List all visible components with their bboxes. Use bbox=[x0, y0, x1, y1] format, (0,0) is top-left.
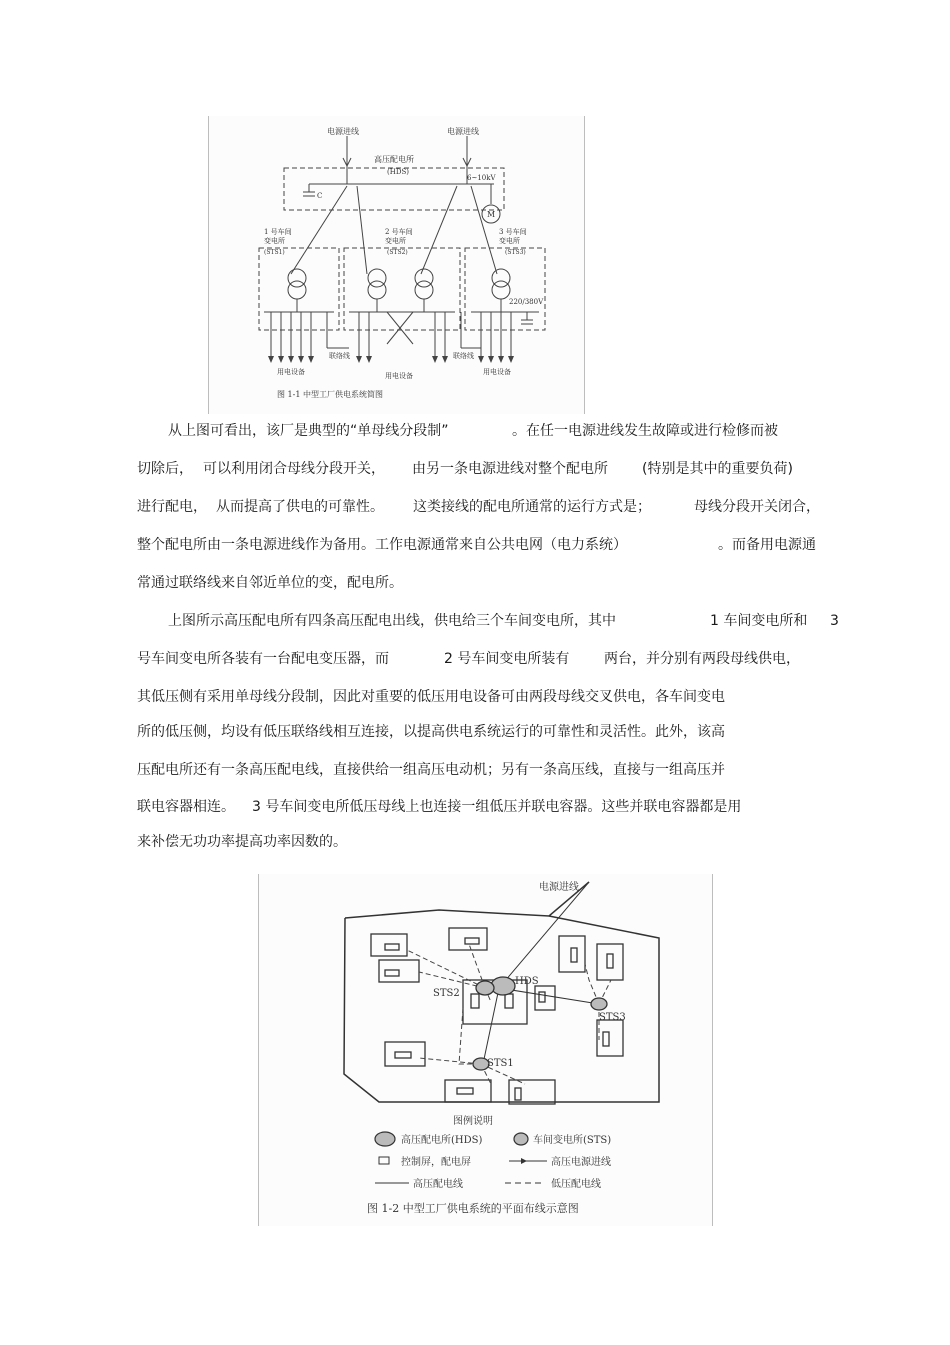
text-segment: 由另一条电源进线对整个配电所 bbox=[412, 461, 608, 477]
text-segment: 来补偿无功功率提高功率因数的。 bbox=[137, 834, 347, 850]
legend-sts: 车间变电所(STS) bbox=[533, 1135, 612, 1146]
text-segment: 从而提高了供电的可靠性。 bbox=[216, 499, 384, 515]
sts2-code: (STS2) bbox=[387, 249, 408, 256]
figure2-caption: 图 1-2 中型工厂供电系统的平面布线示意图 bbox=[367, 1202, 579, 1215]
text-segment: 其低压侧有采用单母线分段制，因此对重要的低压用电设备可由两段母线交叉供电，各车间变电 bbox=[137, 689, 725, 705]
hds-name: 高压配电所 bbox=[374, 155, 414, 164]
text-segment: 3 号车间变电所低压母线上也连接一组低压并联电容器。这些并联电容器都是用 bbox=[252, 799, 742, 815]
hds-label: HDS bbox=[515, 976, 539, 987]
text-segment: 1 车间变电所和 bbox=[710, 613, 808, 629]
text-segment: 切除后， bbox=[137, 461, 193, 477]
tie-line-label-left: 联络线 bbox=[329, 352, 350, 360]
text-segment: 。而备用电源通 bbox=[718, 537, 816, 553]
sts2-label: STS2 bbox=[433, 988, 460, 999]
source-label-right: 电源进线 bbox=[447, 127, 479, 136]
load-label-mid: 用电设备 bbox=[385, 372, 413, 380]
load-label-right: 用电设备 bbox=[483, 368, 511, 376]
text-segment: 这类接线的配电所通常的运行方式是； bbox=[413, 499, 651, 515]
source-label-left: 电源进线 bbox=[327, 127, 359, 136]
legend-hv-source: 高压电源进线 bbox=[551, 1157, 611, 1168]
figure-1-1-power-system-diagram bbox=[208, 116, 585, 414]
sts2-name-2: 变电所 bbox=[385, 237, 406, 245]
figure-1-2-layout-diagram bbox=[258, 874, 713, 1226]
sts3-code: (STS3) bbox=[505, 249, 526, 256]
text-segment: 进行配电， bbox=[137, 499, 207, 515]
power-system-schematic bbox=[209, 116, 584, 414]
motor-label: M bbox=[487, 210, 496, 219]
text-segment: 号车间变电所各装有一台配电变压器，而 bbox=[137, 651, 389, 667]
sts3-name-2: 变电所 bbox=[499, 237, 520, 245]
sts1-name-1: 1 号车间 bbox=[264, 228, 292, 236]
sts1-code: (STS1) bbox=[264, 249, 285, 256]
text-segment: 联电容器相连。 bbox=[137, 799, 235, 815]
legend-lv-line: 低压配电线 bbox=[551, 1179, 601, 1190]
text-segment: 2 号车间变电所装有 bbox=[444, 651, 570, 667]
source-line-label: 电源进线 bbox=[539, 882, 579, 893]
sts3-label: STS3 bbox=[599, 1012, 626, 1023]
text-segment: 上图所示高压配电所有四条高压配电出线，供电给三个车间变电所，其中 bbox=[168, 613, 616, 629]
capacitor-label: C bbox=[317, 192, 323, 200]
text-segment: 两台，并分别有两段母线供电， bbox=[604, 651, 800, 667]
legend-panel: 控制屏，配电屏 bbox=[401, 1157, 471, 1168]
plant-layout-plan bbox=[259, 874, 712, 1226]
sts1-name-2: 变电所 bbox=[264, 237, 285, 245]
text-segment: 母线分段开关闭合， bbox=[694, 499, 820, 515]
load-label-left: 用电设备 bbox=[277, 368, 305, 376]
legend-hds: 高压配电所(HDS) bbox=[401, 1135, 483, 1146]
text-segment: 。在任一电源进线发生故障或进行检修而被 bbox=[512, 423, 778, 439]
hv-voltage-label: 6~10kV bbox=[467, 174, 496, 182]
legend bbox=[375, 1132, 611, 1190]
text-segment: 3 bbox=[830, 613, 839, 629]
hds-code: (HDS) bbox=[387, 168, 409, 176]
text-segment: 常通过联络线来自邻近单位的变，配电所。 bbox=[137, 575, 403, 591]
sts3-name-1: 3 号车间 bbox=[499, 228, 527, 236]
text-segment: 整个配电所由一条电源进线作为备用。工作电源通常来自公共电网（电力系统） bbox=[137, 537, 627, 553]
text-segment: 所的低压侧，均设有低压联络线相互连接，以提高供电系统运行的可靠性和灵活性。此外，该高 bbox=[137, 724, 725, 740]
text-segment: 从上图可看出，该厂是典型的“单母线分段制” bbox=[168, 423, 449, 439]
sts2-name-1: 2 号车间 bbox=[385, 228, 413, 236]
legend-hv-line: 高压配电线 bbox=[413, 1179, 463, 1190]
sts1-label: STS1 bbox=[487, 1058, 514, 1069]
text-segment: 可以利用闭合母线分段开关， bbox=[203, 461, 385, 477]
tie-line-label-right: 联络线 bbox=[453, 352, 474, 360]
figure1-caption: 图 1-1 中型工厂供电系统简图 bbox=[277, 390, 383, 399]
legend-title: 图例说明 bbox=[453, 1116, 493, 1127]
lv-voltage-label: 220/380V bbox=[509, 298, 544, 306]
text-segment: 压配电所还有一条高压配电线，直接供给一组高压电动机；另有一条高压线，直接与一组高压并 bbox=[137, 762, 725, 778]
text-segment: (特别是其中的重要负荷) bbox=[642, 461, 793, 477]
